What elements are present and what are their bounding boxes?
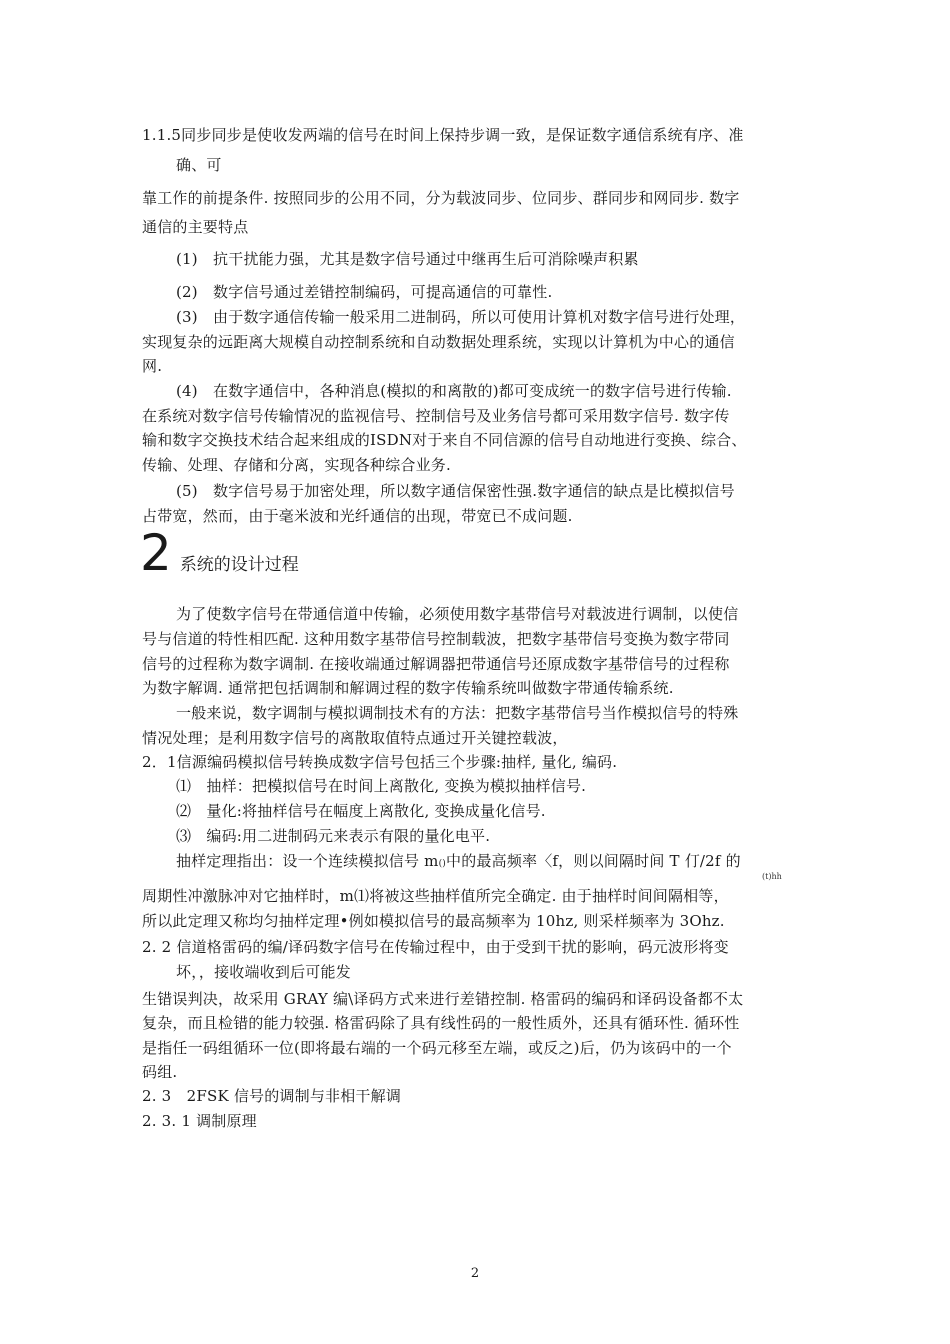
text-line: 为了使数字信号在带通信道中传输，必须使用数字基带信号对载波进行调制，以使信 [176, 605, 739, 623]
text-line: 在系统对数字信号传输情况的监视信号、控制信号及业务信号都可采用数字信号. 数字传 [142, 407, 730, 425]
section-heading [140, 526, 299, 580]
text-line: 通信的主要特点 [142, 218, 249, 236]
subsection-heading: 2. 3. 1 调制原理 [142, 1112, 257, 1130]
list-item: (1) 抗干扰能力强，尤其是数字信号通过中继再生后可消除噪声积累 [176, 250, 639, 268]
text-line: 靠工作的前提条件. 按照同步的公用不同，分为载波同步、位同步、群同步和网同步. 数字 [142, 189, 740, 207]
text-line: 一般来说，数字调制与模拟调制技术有的方法：把数字基带信号当作模拟信号的特殊 [176, 704, 739, 722]
section-number: 2 [140, 524, 172, 582]
text-fragment: 中的最高频率〈f，则以间隔时间 T 仃/2f 的 [446, 852, 741, 870]
text-line: 1.1.5同步同步是使收发两端的信号在时间上保持步调一致，是保证数字通信系统有序、准 [142, 126, 744, 144]
subsection-heading: 2. 3 2FSK 信号的调制与非相干解调 [142, 1087, 402, 1105]
list-item: ⑵ 量化:将抽样信号在幅度上离散化, 变换成量化信号. [176, 802, 546, 820]
text-line: 复杂，而且检错的能力较强. 格雷码除了具有线性码的一般性质外，还具有循环性. 循环性 [142, 1014, 740, 1032]
text-line: 为数字解调. 通常把包括调制和解调过程的数字传输系统叫做数字带通传输系统. [142, 679, 674, 697]
text-line: 周期性冲激脉冲对它抽样时，m⑴将被这些抽样值所完全确定. 由于抽样时间间隔相等， [142, 887, 729, 905]
text-line: 信号的过程称为数字调制. 在接收端通过解调器把带通信号还原成数字基带信号的过程称 [142, 655, 730, 673]
text-line: 所以此定理又称均匀抽样定理•例如模拟信号的最高频率为 10hz, 则采样频率为 3Ohz. [142, 912, 725, 930]
subsection-heading: 2. 2 信道格雷码的编/译码数字信号在传输过程中，由于受到干扰的影响，码元波形将变 [142, 938, 729, 956]
text-line: 生错误判决，故采用 GRAY 编\译码方式来进行差错控制. 格雷码的编码和译码设备都不太 [142, 990, 744, 1008]
text-line: 是指任一码组循环一位(即将最右端的一个码元移至左端，或反之)后，仍为该码中的一个 [142, 1039, 732, 1057]
page-number: 2 [470, 1266, 480, 1281]
text-line: 号与信道的特性相匹配. 这种用数字基带信号控制载波，把数字基带信号变换为数字带同 [142, 630, 730, 648]
list-item: (5) 数字信号易于加密处理，所以数字通信保密性强.数字通信的缺点是比模拟信号 [176, 482, 735, 500]
subscript: () [438, 859, 447, 869]
list-item: (4) 在数字通信中，各种消息(模拟的和离散的)都可变成统一的数字信号进行传输. [176, 382, 732, 400]
list-item: (3) 由于数字通信传输一般采用二进制码，所以可使用计算机对数字信号进行处理， [176, 308, 746, 326]
list-item: ⑴ 抽样：把模拟信号在时间上离散化, 变换为模拟抽样信号. [176, 777, 587, 795]
text-line [176, 850, 741, 875]
text-line: 坏，，接收端收到后可能发 [176, 963, 351, 981]
text-line: 占带宽，然而，由于毫米波和光纤通信的出现，带宽已不成问题. [142, 507, 573, 525]
text-line: 码组. [142, 1063, 178, 1081]
section-title: 系统的设计过程 [179, 555, 299, 575]
list-item: (2) 数字信号通过差错控制编码，可提高通信的可靠性. [176, 283, 553, 301]
list-item: ⑶ 编码:用二进制码元来表示有限的量化电平. [176, 827, 491, 845]
text-line: 传输、处理、存储和分离，实现各种综合业务. [142, 456, 451, 474]
text-line: 输和数字交换技术结合起来组成的ISDN对于来自不同信源的信号自动地进行变换、综合、 [142, 431, 747, 449]
text-line: 网. [142, 357, 163, 375]
text-line: 情况处理；是利用数字信号的离散取值特点通过开关键控载波， [142, 729, 568, 747]
text-line: 实现复杂的远距离大规模自动控制系统和自动数据处理系统，实现以计算机为中心的通信 [142, 333, 735, 351]
subsection-heading: 2．1信源编码模拟信号转换成数字信号包括三个步骤:抽样, 量化, 编码. [142, 753, 618, 771]
text-line: 确、可 [176, 156, 222, 174]
text-fragment: 抽样定理指出：设一个连续模拟信号 m [176, 852, 439, 870]
subscript: (t)hh [762, 872, 782, 881]
